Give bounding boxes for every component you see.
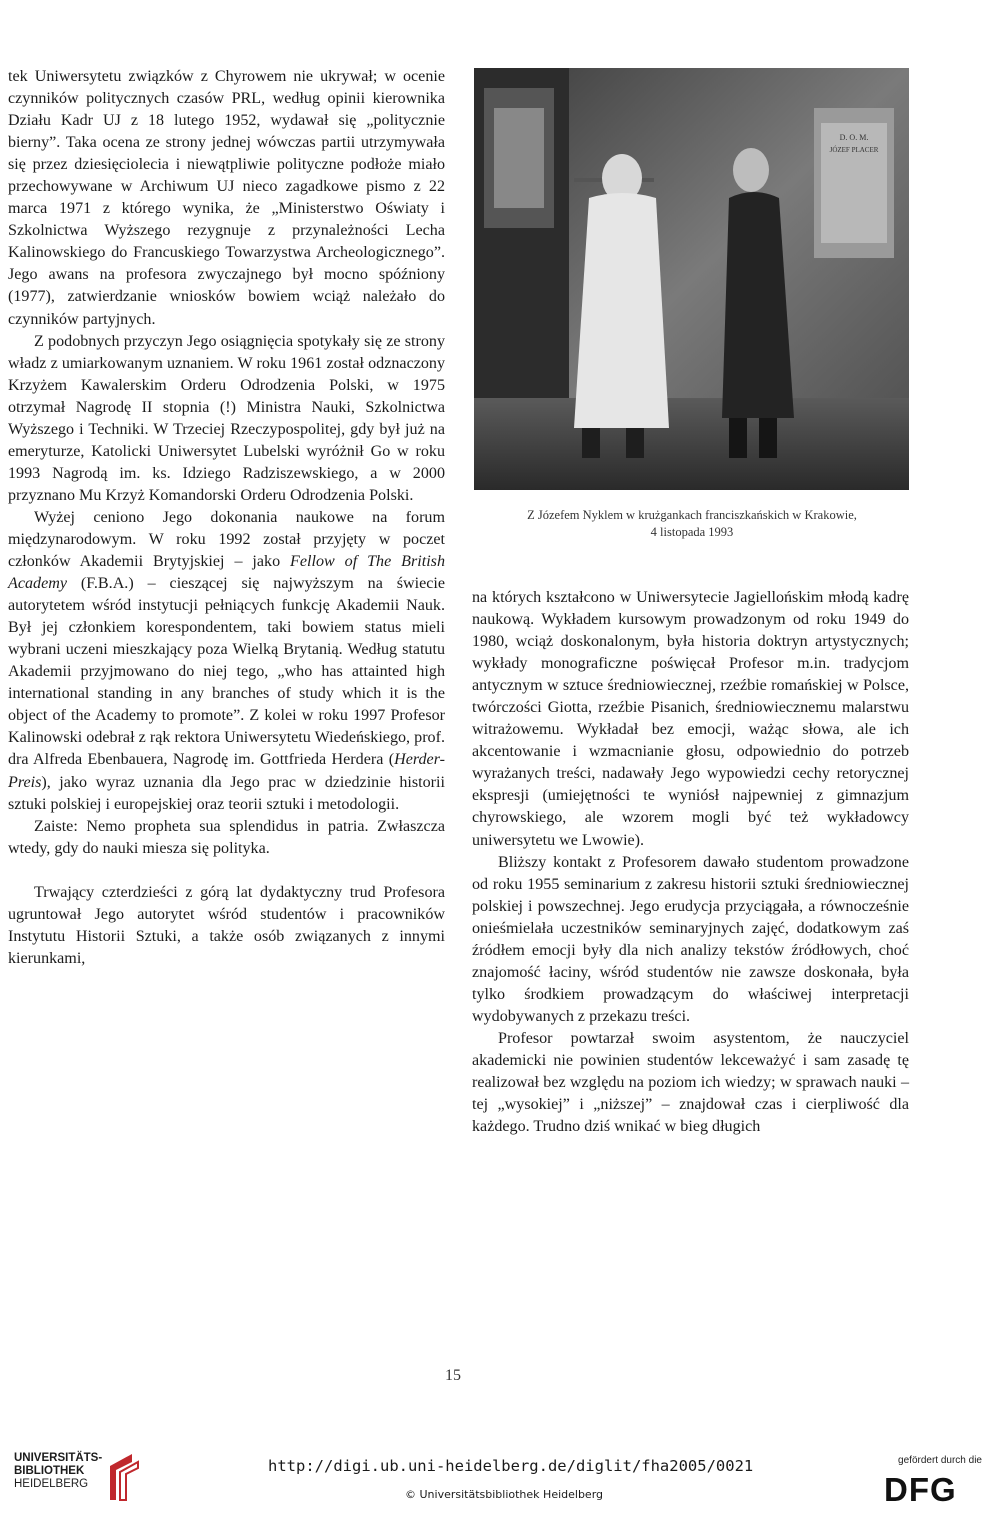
italic-title: Herder-Preis	[8, 751, 445, 791]
right-text-column	[472, 587, 909, 1138]
plaque-text: D. O. M.	[839, 133, 869, 142]
library-mark-icon	[102, 1452, 142, 1502]
plaque-text: JÓZEF PLACER	[829, 146, 879, 154]
left-text-column	[8, 66, 445, 970]
paragraph: tek Uniwersytetu związków z Chyrowem nie ukrywał; w ocenie czynników politycznych czasów PRL, według opinii kierownika Działu Kadr UJ z 18 lutego 1952, wydawał się „politycznie bierny”. Taka ocena ze strony jednej wówczas partii utrzymywała się przez dziesięciolecia i niewątpliwie polityczne podłoże miało przechowywane w Archiwum UJ nieco zagadkowe pismo z 22 marca 1971 z którego wynika, że „Ministerstwo Oświaty i Szkolnictwa Wyższego rezygnuje z przynależności Lecha Kalinowskiego do Francuskiego Towarzystwa Archeologicznego”. Jego awans na profesora zwyczajnego był mocno spóźniony (1977), zatwierdzanie wniosków bowiem wciąż należało do czynników partyjnych.	[8, 68, 445, 328]
permalink[interactable]: http://digi.ub.uni-heidelberg.de/diglit/fha2005/0021	[268, 1457, 754, 1475]
paragraph: Wyżej ceniono Jego dokonania naukowe na forum międzynarodowym. W roku 1992 został przyjęty w poczet członków Akademii Brytyjskiej – jako Fellow of The British Academy (F.B.A.) – cieszącej się najwyższym na świecie autorytetem wśród instytucji pełniących funkcję Akademii Nauk. Był jej członkiem korespondentem, taki bowiem status mieli wybrani uczeni mieszkający poza Wielką Brytanią. Według statutu Akademii przyjmowano do niej tego, „who has attainted high international standing in any branches of study which it is the object of the Academy to promote”. Z kolei w roku 1997 Profesor Kalinowski odebrał z rąk rektora Uniwersytetu Wiedeńskiego, prof. dra Alfreda Ebenbauera, Nagrodę im. Gottfrieda Herdera (Herder-Preis), jako wyraz uznania dla Jego prac w dziedzinie historii sztuki polskiej i europejskiej oraz teorii sztuki i metodologii.	[8, 508, 445, 813]
paragraph: Profesor powtarzał swoim asystentom, że nauczyciel akademicki nie powinien studentów lekceważyć i sam zasadę tę realizował bez względu na poziom ich wiedzy; w sprawach nauki – tej „wysokiej” i „niższej” – znajdował czas i cierpliwość dla każdego. Trudno dziś wnikać w bieg długich	[472, 1029, 909, 1136]
figure-caption: Z Józefem Nyklem w krużgankach franciszkańskich w Krakowie, 4 listopada 1993	[527, 508, 857, 539]
paragraph: Trwający czterdzieści z górą lat dydaktyczny trud Profesora ugruntował Jego autorytet wśród studentów i pracowników Instytutu Historii Sztuki, a także osób związanych z innymi kierunkami,	[8, 883, 445, 967]
paragraph: Bliższy kontakt z Profesorem dawało studentom prowadzone od roku 1955 seminarium z zakresu historii sztuki średniowiecznej polskiej i powszechnej. Jego erudycja przyciągała, a równocześnie onieśmielała uczestników seminaryjnych zajęć, dodatkowym zaś źródłem emocji były dla nich analizy tekstów źródłowych, choć znajomość łaciny, wśród studentów nie zawsze doskonała, była tylko środkiem prowadzącym do właściwej interpretacji wydobywanych z przekazu treści.	[472, 853, 909, 1025]
paragraph: Z podobnych przyczyn Jego osiągnięcia spotykały się ze strony władz z umiarkowanym uznaniem. W roku 1961 został odznaczony Krzyżem Kawalerskim Orderu Odrodzenia Polski, w 1975 otrzymał Nagrodę II stopnia (!) Ministra Nauki, Szkolnictwa Wyższego i Techniki. W Trzeciej Rzeczypospolitej, gdy był już na emeryturze, Katolicki Uniwersytet Lubelski wyróżnił Go w roku 1993 Nagrodą im. ks. Idziego Radziszewskiego, a w 2000 przyznano Mu Krzyż Komandorski Orderu Odrodzenia Polski.	[8, 332, 445, 504]
photograph	[474, 68, 909, 490]
italic-title: Fellow of The British Academy	[8, 553, 445, 593]
paragraph: Zaiste: Nemo propheta sua splendidus in patria. Zwłaszcza wtedy, gdy do nauki miesza się polityka.	[8, 817, 445, 857]
copyright-notice: © Universitätsbibliothek Heidelberg	[405, 1488, 604, 1501]
paragraph: na których kształcono w Uniwersytecie Jagiellońskim młodą kadrę naukową. Wykładem kursowym prowadzonym od roku 1949 do 1980, wciąż doskonalonym, była historia doktryn artystycznych; wykłady monograficzne poświęcał Profesor m.in. tradycjom antycznym w sztuce średniowiecznej, rzeźbie romańskiej w Polsce, twórczości Giotta, rzeźbie Pisanich, średniowiecznemu malarstwu witrażowemu. Wykładał bez emocji, ważąc słowa, ale ich akcentowanie i wzmacnianie głosu, odpowiednio do potrzeb wyrażanych treści, nadawały Jego wypowiedzi cechy retorycznej ekspresji (umiejętności te wyniósł najpewniej z gimnazjum chyrowskiego, ale wzorem mogli być też wykładowcy uniwersytetu we Lwowie).	[472, 589, 909, 849]
dfg-logo[interactable]: gefördert durch die DFG	[884, 1455, 982, 1508]
page-number: 15	[445, 1367, 461, 1384]
library-logo[interactable]: UNIVERSITÄTS- BIBLIOTHEK HEIDELBERG	[14, 1452, 144, 1502]
photo-illustration	[474, 68, 909, 490]
